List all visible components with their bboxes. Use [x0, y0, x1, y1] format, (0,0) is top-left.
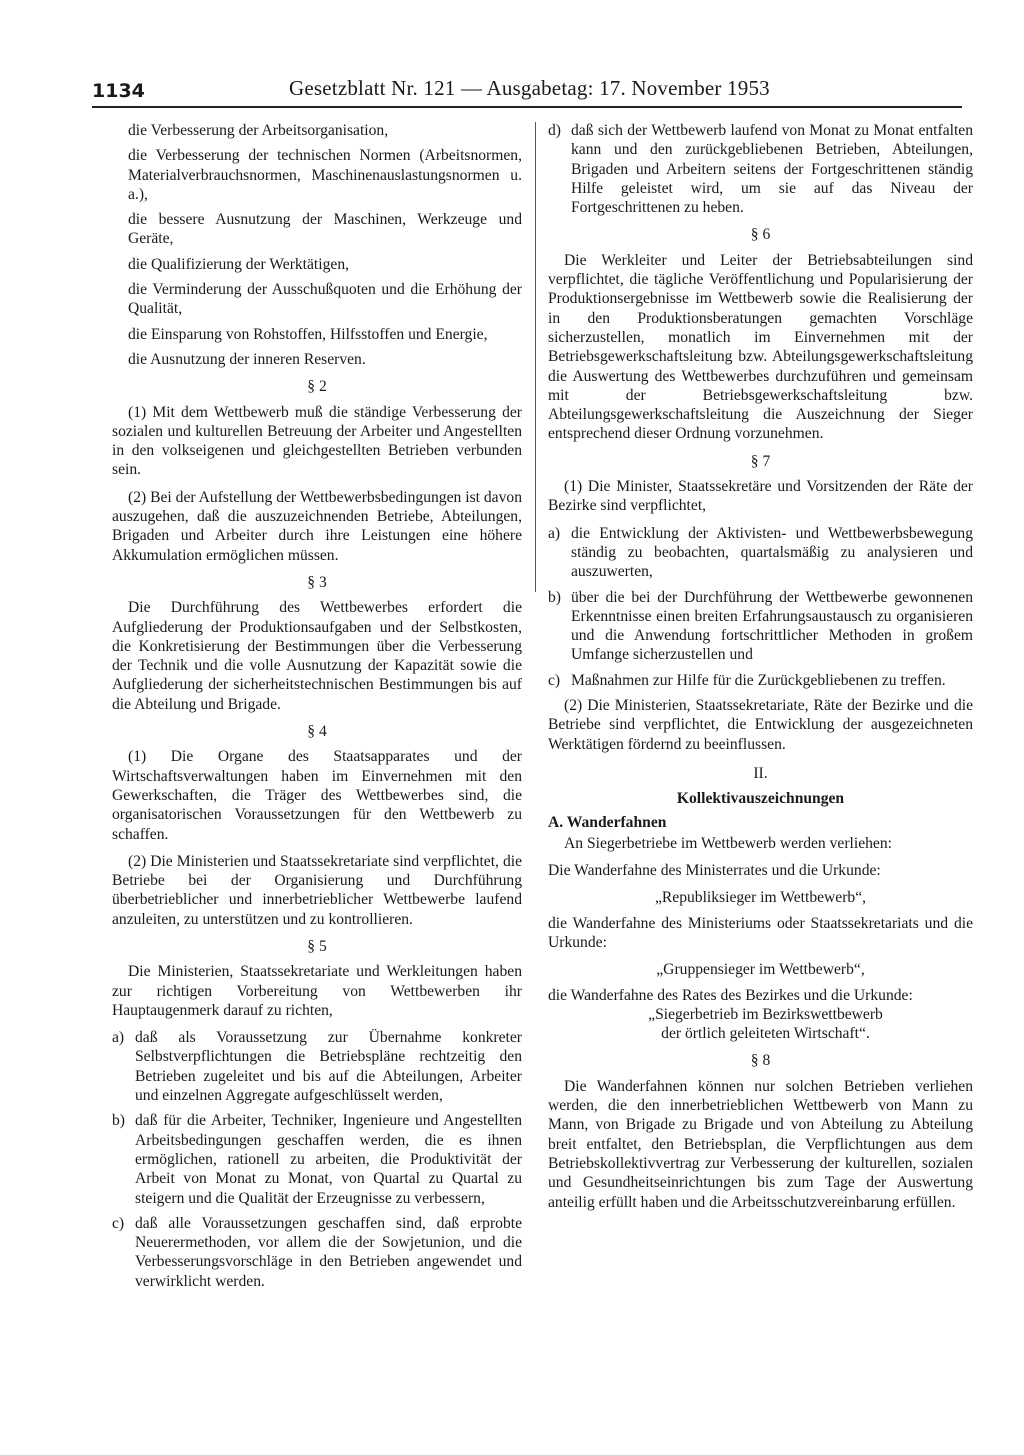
paragraph: Die Ministerien, Staatssekretariate und Werkleitungen haben zur richtigen Vorbereitung von Wettbewerben ihr Hauptaugenmerk darauf zu richten,: [112, 963, 522, 1019]
item-text: daß sich der Wettbewerb laufend von Monat zu Monat entfalten kann und den zurückgebliebenen Betrieben, Abteilungen, Brigaden und Arbeitern seitens der Fortgeschrittenen ständig Hilfe geleistet wird, um sie auf das Niveau der Fortgeschrittenen zu heben.: [571, 122, 973, 217]
list-item: die bessere Ausnutzung der Maschinen, Werkzeuge und Geräte,: [128, 211, 522, 248]
page-header: [92, 74, 962, 108]
paragraph: Die Werkleiter und Leiter der Betriebsabteilungen sind verpflichtet, die tägliche Veröffentlichung und Popularisierung der Produktionsergebnisse im Wettbewerb sowie die Realisierung der in den Produktionsberatungen gemachten Vorschläge sicherzustellen, monatlich im Einvernehmen mit der Betriebsgewerkschaftsleitung bzw. Abteilungsgewerkschaftsleitung die Auswertung des Wettbewerbes durchzuführen und gemeinsam mit der Betriebsgewerkschaftsleitung bzw. Abteilungsgewerkschaftsleitung die Auszeichnung der Sieger entsprechend dieser Ordnung vorzunehmen.: [548, 251, 973, 443]
item-text: daß als Voraussetzung zur Übernahme konkreter Selbstverpflichtungen die Betriebspläne rechtzeitig den Betrieben zugeleitet und bis auf die Abteilungen, Arbeiter und einzelnen Aggregate aufgeschlüsselt werden,: [135, 1029, 522, 1105]
section-heading: § 3: [307, 573, 327, 591]
item-label: b): [112, 1112, 125, 1130]
paragraph: (1) Die Minister, Staatssekretäre und Vorsitzenden der Räte der Bezirke sind verpflichtet,: [548, 478, 973, 515]
item-label: a): [112, 1029, 125, 1047]
part-title: Kollektivauszeichnungen: [676, 790, 845, 808]
section-heading: § 6: [750, 226, 771, 244]
section-heading: § 2: [307, 378, 327, 396]
enumerated-item: [112, 1111, 522, 1207]
enumerated-item: [112, 1028, 522, 1105]
list-item: die Ausnutzung der inneren Reserven.: [128, 350, 366, 368]
award-title: „Gruppensieger im Wettbewerb“,: [656, 961, 865, 979]
item-text: daß für die Arbeiter, Techniker, Ingenieure und Angestellten Arbeitsbedingungen geschaffen werden, die es ihnen ermöglichen, rationell zu arbeiten, die Produktivität der Arbeit von Monat zu Monat, von Quartal zu Quartal zu steigern und die Qualität der Erzeugnisse zu verbessern,: [135, 1112, 522, 1207]
list-item: die Verbesserung der technischen Normen (Arbeitsnormen, Materialverbrauchsnormen, Maschinenauslastungsnormen u. a.),: [128, 147, 522, 203]
list-item: die Einsparung von Rohstoffen, Hilfsstoffen und Energie,: [128, 325, 488, 343]
paragraph: (2) Bei der Aufstellung der Wettbewerbsbedingungen ist davon auszugehen, daß die auszuzeichnenden Betriebe, Abteilungen, Brigaden und Arbeiter durch ihre Leistungen eine höhere Akkumulation ermöglichen müssen.: [112, 488, 522, 564]
paragraph: (2) Die Ministerien und Staatssekretariate sind verpflichtet, die Betriebe bei der Organisierung und Durchführung überbetrieblicher und innerbetrieblicher Wettbewerbe laufend anzuleiten, zu unterstützen und zu kontrollieren.: [112, 852, 522, 928]
enumerated-item: [548, 671, 973, 690]
item-text: daß alle Voraussetzungen geschaffen sind, daß erprobte Neuerermethoden, vor allem die der Sowjetunion, und die Verbesserungsvorschläge in den Betrieben angewendet und verwirklicht werden.: [135, 1214, 522, 1290]
paragraph: die Wanderfahne des Ministeriums oder Staatssekretariats und die Urkunde:: [548, 914, 973, 951]
paragraph: Die Wanderfahnen können nur solchen Betrieben verliehen werden, die den innerbetrieblichen Wettbewerb von Mann zu Mann, von Brigade zu Brigade und von Abteilung zu Abteilung breit entfaltet, den Betriebsplan, die Verpflichtungen aus dem Betriebskollektivvertrag zur Verbesserung der kulturellen, sozialen und Gesundheitseinrichtungen bis zum Tage der Auswertung anteilig erfüllt haben und die Arbeitsschutzvereinbarung erfüllen.: [548, 1077, 973, 1211]
item-text: die Entwicklung der Aktivisten- und Wettbewerbsbewegung ständig zu beobachten, quartalsmäßig zu analysieren und auszuwerten,: [571, 524, 973, 581]
item-label: d): [548, 122, 561, 139]
item-label: c): [548, 671, 561, 689]
subsection-heading: A. Wanderfahnen: [548, 813, 667, 831]
gazette-title: Gesetzblatt Nr. 121 — Ausgabetag: 17. November 1953: [289, 76, 770, 100]
paragraph: (1) Mit dem Wettbewerb muß die ständige Verbesserung der sozialen und kulturellen Betreuung der Arbeiter und Angestellten in den volkseigenen und gleichgestellten Betrieben verbunden sein.: [112, 403, 522, 479]
section-heading: § 7: [750, 452, 771, 470]
paragraph: (1) Die Organe des Staatsapparates und der Wirtschaftsverwaltungen haben im Einvernehmen mit den Gewerkschaften, die Träger des Wettbewerbes sind, die organisatorischen Voraussetzungen für den Wettbewerb zu schaffen.: [112, 748, 522, 843]
award-title: „Siegerbetrieb im Bezirkswettbewerb: [648, 1005, 883, 1023]
item-label: c): [112, 1214, 125, 1232]
item-label: b): [548, 588, 561, 606]
left-column: [112, 121, 522, 1297]
enumerated-item: [112, 1214, 522, 1291]
paragraph: (2) Die Ministerien, Staatssekretariate, Räte der Bezirke und die Betriebe sind verpflichtet, die Entwicklung der ausgezeichneten Werktätigen fördernd zu beeinflussen.: [548, 697, 973, 753]
item-label: a): [548, 524, 561, 542]
item-text: Maßnahmen zur Hilfe für die Zurückgebliebenen zu treffen.: [571, 671, 946, 689]
award-title: der örtlich geleiteten Wirtschaft“.: [661, 1025, 870, 1043]
item-text: über die bei der Durchführung der Wettbewerbe gewonnenen Erkenntnisse einen breiten Erfahrungsaustausch zu organisieren und die Anwendung fortschrittlicher Methoden in großem Umfange sicherzustellen und: [571, 588, 973, 664]
section-heading: § 4: [307, 723, 327, 741]
paragraph: Die Wanderfahne des Ministerrates und die Urkunde:: [548, 862, 881, 880]
paragraph: Die Durchführung des Wettbewerbes erfordert die Aufgliederung der Produktionsaufgaben und der Selbstkosten, die Konkretisierung der Bestimmungen über die Verbesserung der Technik und die volle Ausnutzung der Kapazität sowie die Aufgliederung der sicherheitstechnischen Bestimmungen bis auf die Abteilung und Brigade.: [112, 599, 522, 713]
enumerated-item: [548, 588, 973, 665]
section-heading: § 8: [750, 1052, 771, 1070]
list-item: die Verminderung der Ausschußquoten und die Erhöhung der Qualität,: [128, 281, 522, 318]
enumerated-item: [548, 524, 973, 582]
right-column: [548, 121, 973, 1220]
part-number: II.: [753, 764, 768, 782]
paragraph: An Siegerbetriebe im Wettbewerb werden verliehen:: [564, 834, 892, 852]
list-item: die Verbesserung der Arbeitsorganisation,: [128, 122, 389, 139]
paragraph: die Wanderfahne des Rates des Bezirkes und die Urkunde:: [548, 986, 913, 1004]
enumerated-item: [548, 121, 973, 217]
section-heading: § 5: [307, 937, 327, 955]
column-divider: [535, 122, 536, 592]
list-item: die Qualifizierung der Werktätigen,: [128, 255, 350, 273]
award-title: „Republiksieger im Wettbewerb“,: [654, 889, 867, 907]
page-number: 1134: [92, 80, 145, 102]
